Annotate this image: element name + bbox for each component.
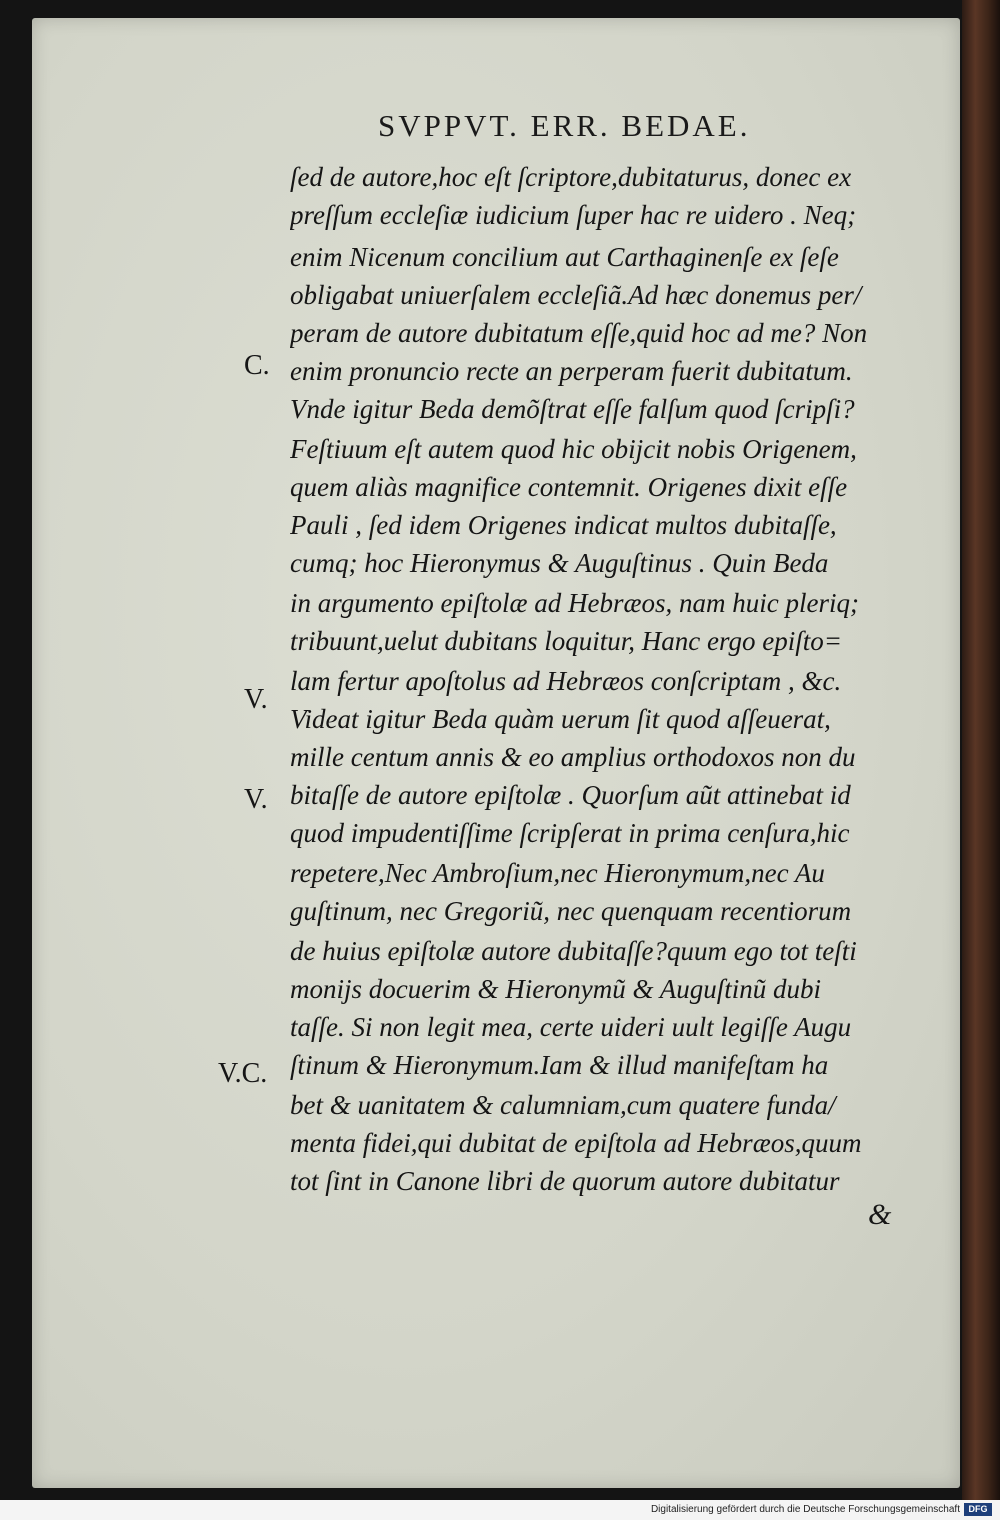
running-head: SVPPVT. ERR. BEDAE.: [378, 108, 751, 143]
text-line-14: lam fertur apoſtolus ad Hebræos conſcriptam , &c.: [290, 666, 842, 696]
funding-notice: Digitalisierung gefördert durch die Deutsche Forschungsgemeinschaft: [650, 1504, 960, 1515]
text-line-18: quod impudentiſſime ſcripſerat in prima cenſura,hic: [290, 818, 850, 848]
text-line-11: cumq; hoc Hieronymus & Auguſtinus . Quin Beda: [290, 548, 829, 578]
text-line-24: ſtinum & Hieronymum.Iam & illud manifeſtam ha: [290, 1050, 829, 1080]
text-line-19: repetere,Nec Ambroſium,nec Hieronymum,nec Au: [290, 858, 825, 888]
book-spine-edge: [962, 0, 1000, 1500]
text-line-12: in argumento epiſtolæ ad Hebræos, nam huic pleriq;: [290, 588, 859, 618]
text-line-22: monijs docuerim & Hieronymũ & Auguſtinũ dubi: [290, 974, 821, 1004]
text-line-9: quem aliàs magnifice contemnit. Origenes dixit eſſe: [290, 472, 848, 502]
text-line-23: taſſe. Si non legit mea, certe uideri uult legiſſe Augu: [290, 1012, 852, 1042]
dfg-logo: DFG: [964, 1503, 992, 1516]
text-line-17: bitaſſe de autore epiſtolæ . Quorſum aũt attinebat id: [290, 780, 851, 810]
text-line-20: guſtinum, nec Gregoriũ, nec quenquam recentiorum: [290, 896, 852, 926]
text-line-15: Videat igitur Beda quàm uerum ſit quod aſſeuerat,: [290, 704, 831, 734]
text-line-27: tot ſint in Canone libri de quorum autore dubitatur: [290, 1166, 840, 1196]
margin-note-v-2: V.: [244, 784, 268, 815]
text-line-7: Vnde igitur Beda demõſtrat eſſe falſum quod ſcripſi?: [290, 394, 855, 424]
text-line-13: tribuunt,uelut dubitans loquitur, Hanc ergo epiſto=: [290, 626, 842, 656]
text-line-6: enim pronuncio recte an perperam fuerit dubitatum.: [290, 356, 853, 386]
margin-note-v-1: V.: [244, 684, 268, 715]
text-line-25: bet & uanitatem & calumniam,cum quatere funda/: [290, 1090, 836, 1120]
text-line-3: enim Nicenum concilium aut Carthaginenſe ex ſeſe: [290, 242, 839, 272]
text-line-8: Feſtiuum eſt autem quod hic obijcit nobis Origenem,: [290, 434, 857, 464]
text-line-4: obligabat uniuerſalem eccleſiã.Ad hæc donemus per/: [290, 280, 862, 310]
text-line-2: preſſum eccleſiæ iudicium ſuper hac re uidero . Neq;: [290, 200, 857, 230]
margin-note-vc: V.C.: [218, 1058, 268, 1089]
text-line-26: menta fidei,qui dubitat de epiſtola ad Hebræos,quum: [290, 1128, 862, 1158]
margin-note-c: C.: [244, 350, 270, 381]
text-line-21: de huius epiſtolæ autore dubitaſſe?quum ego tot teſti: [290, 936, 857, 966]
text-line-16: mille centum annis & eo amplius orthodoxos non du: [290, 742, 856, 772]
footer-bar: [0, 1500, 1000, 1520]
text-line-10: Pauli , ſed idem Origenes indicat multos dubitaſſe,: [290, 510, 837, 540]
catchword: &: [868, 1198, 892, 1231]
text-line-5: peram de autore dubitatum eſſe,quid hoc ad me? Non: [290, 318, 868, 348]
text-line-1: ſed de autore,hoc eſt ſcriptore,dubitaturus, donec ex: [290, 162, 852, 192]
